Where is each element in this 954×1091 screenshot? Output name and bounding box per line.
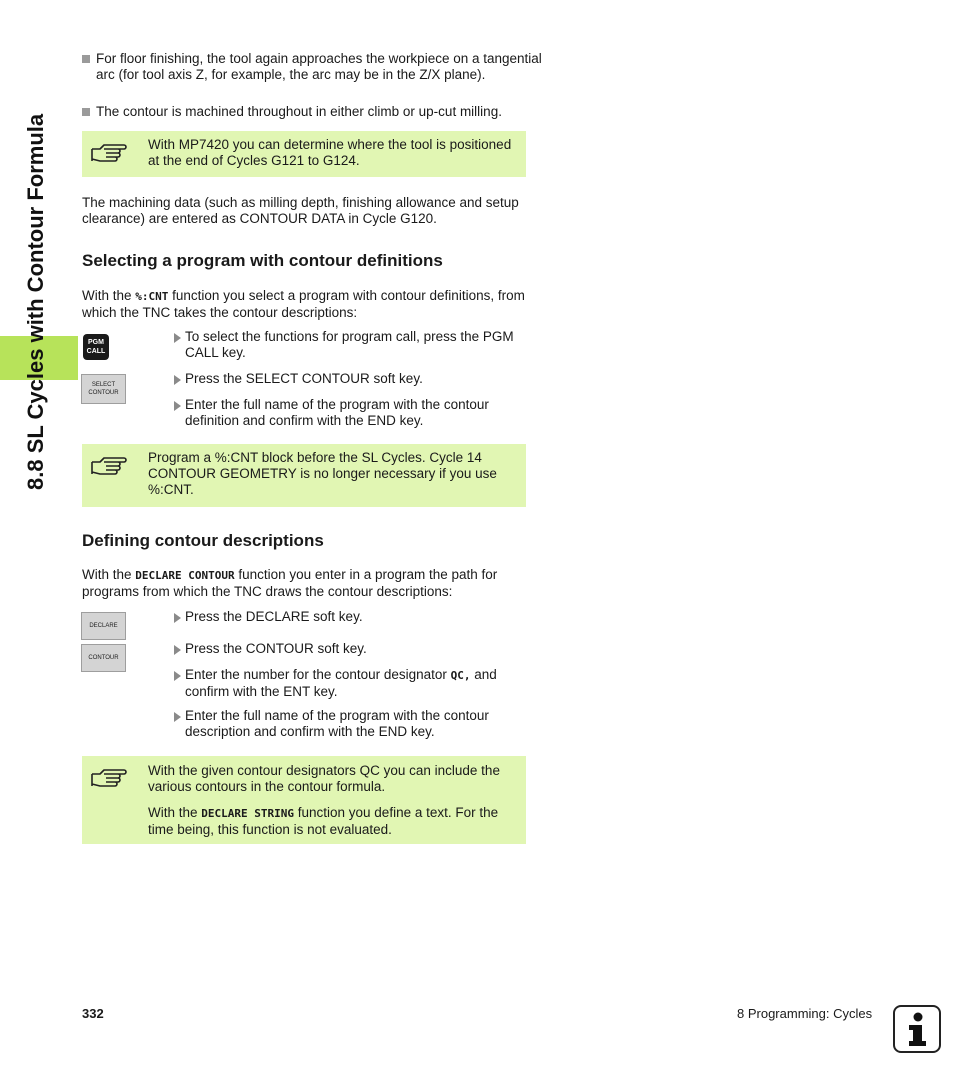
- step-enter-program-name: Enter the full name of the program with the contour definition and confirm with the END key.: [172, 397, 540, 429]
- page-number: 332: [82, 1006, 104, 1021]
- select-contour-softkey[interactable]: SELECT CONTOUR: [81, 374, 126, 404]
- step-select-contour: Press the SELECT CONTOUR soft key.: [172, 371, 540, 387]
- section-heading-select-program: Selecting a program with contour definitions: [82, 251, 443, 270]
- chapter-side-title: 8.8 SL Cycles with Contour Formula: [23, 113, 48, 490]
- info-glyph-icon: [895, 1007, 939, 1051]
- pgm-call-key[interactable]: PGM CALL: [83, 334, 109, 360]
- step-press-contour: Press the CONTOUR soft key.: [172, 641, 540, 657]
- step-pgm-call: To select the functions for program call, press the PGM CALL key.: [172, 329, 540, 361]
- machining-data-paragraph: The machining data (such as milling depth, finishing allowance and setup clearance) are entered as CONTOUR DATA in Cycle G120.: [82, 195, 519, 226]
- contour-softkey[interactable]: CONTOUR: [81, 644, 126, 672]
- step-enter-designator: Enter the number for the contour designator QC, and confirm with the ENT key.: [172, 667, 540, 700]
- step-arrow-icon: [174, 333, 181, 343]
- note3-declare-string: With the DECLARE STRING function you define a text. For the time being, this function is not evaluated.: [148, 805, 499, 837]
- section1-paragraph: With the %:CNT function you select a program with contour definitions, from which the TNC takes the contour descriptions:: [82, 288, 525, 320]
- bullet-floor-finishing: For floor finishing, the tool again approaches the workpiece on a tangential arc (for tool axis Z, for example, the arc may be in the Z/X plane).: [82, 51, 546, 83]
- step-press-declare: Press the DECLARE soft key.: [172, 609, 540, 625]
- declare-softkey[interactable]: DECLARE: [81, 612, 126, 640]
- info-icon[interactable]: [893, 1005, 941, 1053]
- section-heading-define-contour: Defining contour descriptions: [82, 531, 324, 550]
- hand-pointing-icon: [90, 140, 128, 168]
- step-arrow-icon: [174, 712, 181, 722]
- hand-pointing-icon: [90, 453, 128, 481]
- note-box-cnt-block: Program a %:CNT block before the SL Cycles. Cycle 14 CONTOUR GEOMETRY is no longer necessary if you use %:CNT.: [82, 444, 526, 507]
- section2-paragraph: With the DECLARE CONTOUR function you enter in a program the path for programs from which the TNC draws the contour descriptions:: [82, 567, 498, 599]
- step-arrow-icon: [174, 645, 181, 655]
- bullet-climb-milling: The contour is machined throughout in either climb or up-cut milling.: [82, 104, 546, 120]
- step-arrow-icon: [174, 401, 181, 411]
- step-arrow-icon: [174, 671, 181, 681]
- hand-pointing-icon: [90, 765, 128, 793]
- step-arrow-icon: [174, 375, 181, 385]
- note-box-mp7420: With MP7420 you can determine where the tool is positioned at the end of Cycles G121 to G124.: [82, 131, 526, 177]
- step-enter-description-name: Enter the full name of the program with the contour description and confirm with the END key.: [172, 708, 540, 740]
- step-arrow-icon: [174, 613, 181, 623]
- chapter-footer: 8 Programming: Cycles: [737, 1006, 873, 1021]
- bullet-square-icon: [82, 55, 90, 63]
- bullet-square-icon: [82, 108, 90, 116]
- note-box-contour-designators: With the given contour designators QC you can include the various contours in the contour formula. With the DECLARE STRING function you define a text. For the time being, this function is not evaluated.: [82, 756, 526, 844]
